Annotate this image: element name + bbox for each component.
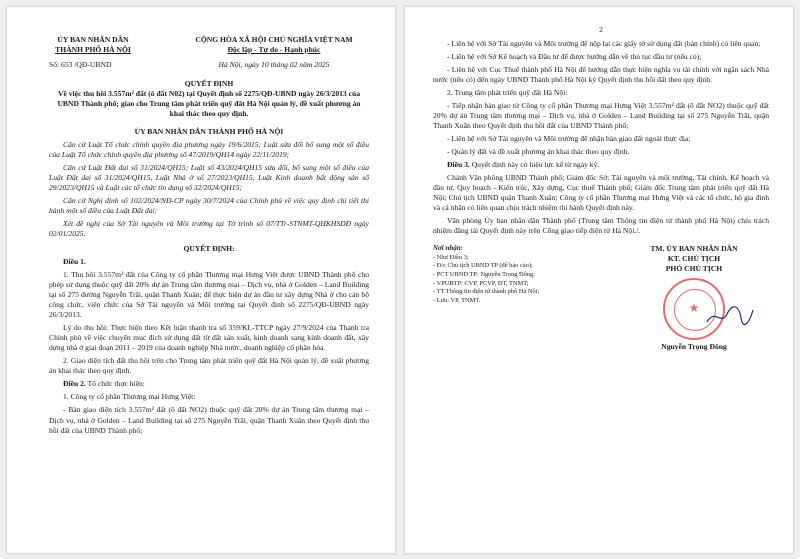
agency-line-2: THÀNH PHỐ HÀ NỘI: [55, 45, 131, 55]
recipients-title: Nơi nhận:: [433, 244, 464, 253]
issuing-agency: [49, 35, 137, 55]
recipients: [433, 244, 583, 352]
basis-item: Căn cứ Luật Tổ chức chính quyền địa phương ngày 19/6/2015; Luật sửa đổi bổ sung một số điều của Luật Tổ chức chính quyền địa phương số 47/2019/QH14 ngày 22/11/2019;: [49, 140, 369, 160]
signer-line-1: TM. ỦY BAN NHÂN DÂN: [650, 244, 738, 254]
article-1-paragraph: 1. Thu hồi 3.557m² đất của Công ty cổ phần Thương mại Hưng Việt được UBND Thành phố cho phép sử dụng thuộc quỹ đất 20% dự án Trung tâm thương mại – Dịch vụ, nhà ở Golden – Land Building tại số 275 đường Nguyễn Trãi, quận Thanh Xuân; để thực hiện dự án đầu tư xây dựng Nhà ở cho cán bộ công chức, viên chức của Sở Tài nguyên và Môi trường tại Quyết định số 2275/QĐ-UBND ngày 26/3/2013.: [49, 270, 369, 320]
signer-line-3: PHÓ CHỦ TỊCH: [665, 264, 723, 274]
number-date-row: [49, 60, 369, 70]
star-icon: ★: [688, 301, 700, 316]
article-3-text: Quyết định này có hiệu lực kể từ ngày ký.: [471, 160, 600, 170]
basis-item: Căn cứ Luật Đất đai số 31/2024/QH15; Luật số 43/2024/QH15 sửa đổi, bổ sung một số điều của Luật Đất đai số 31/2024/QH15, Luật Nhà ở số 27/2023/QH15, Luật Kinh doanh bất động sản số 29/2023/QH15 và Luật các tổ chức tín dụng số 32/2024/QH15;: [49, 163, 369, 193]
document-header: [49, 35, 369, 55]
article-3-heading: Điều 3.: [447, 160, 470, 170]
article-3-paragraph: Chánh Văn phòng UBND Thành phố; Giám đốc Sở: Tài nguyên và môi trường, Tài chính, Kế hoạch và đầu tư, Quy hoạch - Kiến trúc, Xây dựng, Cục thuế Thành phố; Giám đốc Trung tâm phát triển quỹ đất Hà Nội; Chủ tịch UBND quận Thanh Xuân; Công ty cổ phần Thương mại Hưng Việt và các tổ chức, hộ gia đình và cá nhân có liên quan chịu trách nhiệm thi hành Quyết định này.: [433, 173, 769, 213]
page-number: 2: [599, 25, 603, 34]
document-number: Số: 653 /QĐ-UBND: [49, 60, 112, 70]
list-item: - Liên hệ với Sở Tài nguyên và Môi trường để nhận bàn giao đất ngoài thực địa;: [447, 134, 691, 144]
place-date: Hà Nội, ngày 10 tháng 02 năm 2025: [218, 60, 330, 70]
document-page-1: [6, 6, 396, 554]
article-1-reason: Lý do thu hồi: Thực hiện theo Kết luận thanh tra số 359/KL-TTCP ngày 27/9/2024 của Thanh tra Chính phủ về việc chuyển mục đích sử dụng đất từ đất sản xuất, kinh doanh sang kinh doanh đất, xây dựng nhà ở giai đoạn 2011 – 2019 của doanh nghiệp Nhà nước, doanh nghiệp cổ phần hóa.: [49, 323, 369, 353]
signer-name: Nguyễn Trọng Đông: [661, 342, 727, 352]
recipient-item: - Như Điều 3;: [433, 253, 469, 261]
signer-line-2: KT. CHỦ TỊCH: [667, 254, 721, 264]
legal-basis: [49, 140, 369, 239]
article-2-item-1a: - Bàn giao diện tích 3.557m² đất (ô đất NO2) thuộc quỹ đất 20% dự án Trung tâm thương mại – Dịch vụ, nhà ở Golden – Land Building tại số 275 Nguyễn Trãi, quận Thanh Xuân theo Quyết định thu hồi đất của UBND Thành phố;: [49, 405, 369, 435]
list-item: - Tiếp nhận bàn giao từ Công ty cổ phần Thương mại Hưng Việt 3.557m² đất (ô đất NO2) thuộc quỹ đất 20% dự án Trung tâm thương mại – Dịch vụ, nhà ở Golden – Land Building tại số 275 Nguyễn Trãi, quận Thanh Xuân theo Quyết định thu hồi đất của UBND Thành phố;: [433, 101, 769, 131]
signer: [619, 244, 769, 352]
list-item: - Quản lý đất và đề xuất phương án khai thác theo quy định.: [447, 147, 630, 157]
article-2-heading: Điều 2.: [63, 379, 86, 389]
recipient-item: - VPUBTP: CVP, PCVP, ĐT, TNMT;: [433, 279, 529, 287]
article-2-item-1: 1. Công ty cổ phần Thương mại Hưng Việt:: [63, 392, 196, 402]
document-type: QUYẾT ĐỊNH: [184, 79, 234, 89]
nation-line-2: Độc lập - Tự do - Hạnh phúc: [227, 45, 321, 55]
basis-item: Căn cứ Nghị định số 102/2024/NĐ-CP ngày 30/7/2024 của Chính phủ về việc quy định chi tiết thi hành một số điều của Luật Đất đai;: [49, 196, 369, 216]
list-item: - Liên hệ với Sở Tài nguyên và Môi trường để nộp lại các giấy tờ sử dụng đất (bản chính) có liên quan;: [447, 39, 761, 49]
signature-block: [433, 244, 769, 352]
nation-line-1: CỘNG HÒA XÃ HỘI CHỦ NGHĨA VIỆT NAM: [195, 35, 353, 44]
article-3-line: [433, 160, 769, 170]
list-item: - Liên hệ với Cục Thuế thành phố Hà Nội để hướng dẫn thực hiện nghĩa vụ tài chính với ngân sách Nhà nước (nếu có) đến ngày UBND Thành phố Hà Nội ký Quyết định thu hồi đất theo quy định.: [433, 65, 769, 85]
handwritten-signature-icon: [705, 304, 755, 330]
recipient-item: - PCT UBND TP: Nguyễn Trọng Đông;: [433, 271, 536, 278]
national-motto: [179, 35, 369, 55]
agency-line-1: ỦY BAN NHÂN DÂN: [57, 35, 129, 44]
document-title: Về việc thu hồi 3.557m² đất (ô đất N02) tại Quyết định số 2275/QĐ-UBND ngày 26/3/2013 của UBND Thành phố; giao cho Trung tâm phát triển quỹ đất Hà Nội quản lý, đề xuất phương án khai thác theo quy định.: [57, 89, 361, 119]
article-2-text: Tổ chức thực hiện:: [87, 379, 145, 389]
article-1-heading: Điều 1.: [63, 257, 86, 267]
authority-heading: ỦY BAN NHÂN DÂN THÀNH PHỐ HÀ NỘI: [134, 127, 284, 137]
decide-heading: QUYẾT ĐỊNH:: [183, 244, 235, 254]
article-1-paragraph-2: 2. Giao diện tích đất thu hồi trên cho Trung tâm phát triển quỹ đất Hà Nội quản lý, đề xuất phương án khai thác theo quy định.: [49, 356, 369, 376]
basis-item: Xét đề nghị của Sở Tài nguyên và Môi trường tại Tờ trình số 07/TTr-STNMT-QHKHSDĐ ngày 02/01/2025.: [49, 219, 369, 239]
recipient-item: - TT Thông tin điện tử thành phố Hà Nội;: [433, 288, 540, 296]
list-item: - Liên hệ với Sở Kế hoạch và Đầu tư để được hướng dẫn về thủ tục đầu tư (nếu có);: [447, 52, 702, 62]
document-page-2: [404, 6, 794, 554]
article-3-paragraph-2: Văn phòng Ủy ban nhân dân Thành phố (Trung tâm Thông tin điện tử thành phố Hà Nội) chịu trách nhiệm đăng tải Quyết định này trên Cổng giao tiếp điện tử Hà Nội./.: [433, 216, 769, 236]
recipient-item: - Lưu: VP, TNMT.: [433, 296, 481, 304]
article-2-line: [49, 379, 369, 389]
recipient-item: - Đ/c Chủ tịch UBND TP (để báo cáo);: [433, 262, 533, 270]
list-item: 2. Trung tâm phát triển quỹ đất Hà Nội:: [447, 88, 568, 98]
signature-area: [619, 278, 769, 340]
